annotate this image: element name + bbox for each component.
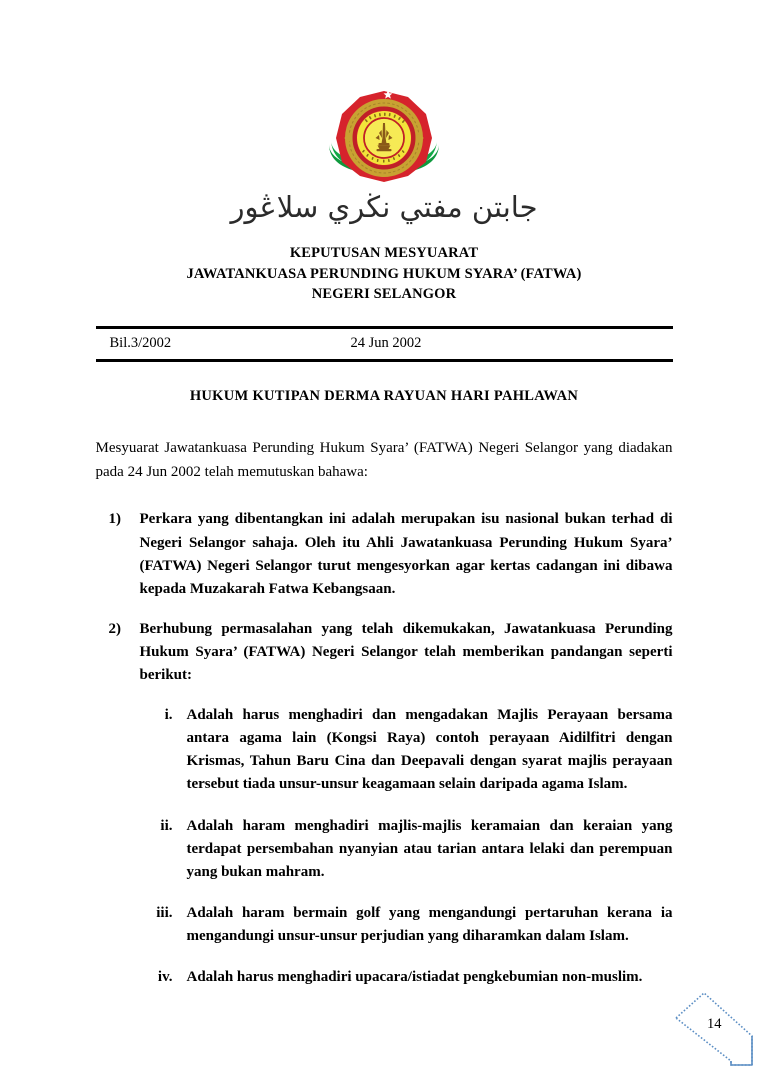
list-item: [140, 815, 673, 884]
list-item: [140, 902, 673, 948]
intro-paragraph: Mesyuarat Jawatankuasa Perunding Hukum Syara’ (FATWA) Negeri Selangor yang diadakan pada 24 Jun 2002 telah memutuskan bahawa:: [95, 439, 673, 481]
meta-block: [96, 326, 673, 362]
page-number: 14: [707, 1016, 722, 1032]
list-item-marker: 2): [108, 620, 121, 637]
pentagon-banner-icon: [673, 991, 757, 1077]
page-title: [0, 243, 768, 305]
page-title-line-3: NEGERI SELANGOR: [311, 286, 457, 303]
list-item-text: Perkara yang dibentangkan ini adalah merupakan isu nasional bukan terhad di Negeri Selangor sahaja. Oleh itu Ahli Jawatankuasa Perunding Hukum Syara’ (FATWA) Negeri Selangor turut mengesyorkan agar kertas cadangan ini dibawa kepada Muzakarah Fatwa Kebangsaan.: [139, 511, 673, 597]
list-item-marker: iii.: [156, 904, 173, 921]
meeting-date: 24 Jun 2002: [350, 334, 422, 351]
selangor-mufti-department-crest-icon: [309, 86, 459, 186]
page-number-banner: [673, 991, 757, 1077]
list-item-marker: i.: [164, 707, 173, 724]
emblem-block: [0, 0, 768, 227]
jawi-caption: جابتن مفتي نڬري سلاڠور: [230, 190, 538, 224]
bulletin-number: Bil.3/2002: [109, 334, 172, 351]
list-item: [140, 704, 673, 796]
list-item-marker: iv.: [157, 968, 173, 985]
list-item: [96, 618, 673, 989]
list-item: [96, 508, 673, 600]
page-title-line-2: JAWATANKUASA PERUNDING HUKUM SYARA’ (FATWA): [186, 265, 582, 282]
list-item-text: Adalah haram menghadiri majlis-majlis keramaian dan keraian yang terdapat persembahan nyanyian atau tarian antara lelaki dan perempuan yang bukan mahram.: [186, 817, 673, 880]
decision-list: [96, 508, 673, 989]
list-item: [140, 966, 673, 989]
subject-heading: HUKUM KUTIPAN DERMA RAYUAN HARI PAHLAWAN: [189, 387, 579, 404]
list-item-text: Adalah haram bermain golf yang mengandungi pertaruhan kerana ia mengandungi unsur-unsur perjudian yang diharamkan dalam Islam.: [186, 904, 673, 944]
page-title-line-1: KEPUTUSAN MESYUARAT: [289, 245, 479, 262]
list-item-text: Adalah harus menghadiri dan mengadakan Majlis Perayaan bersama antara agama lain (Kongsi Raya) contoh perayaan Aidilfitri dengan Krismas, Tahun Baru Cina dan Deepavali dengan syarat majlis perayaan tersebut tiada unsur-unsur keagamaan selain daripada agama Islam.: [186, 707, 673, 793]
list-item-marker: 1): [108, 511, 121, 528]
list-item-text: Adalah harus menghadiri upacara/istiadat pengkebumian non-muslim.: [186, 968, 643, 985]
list-item-marker: ii.: [160, 817, 173, 834]
list-item-text: Berhubung permasalahan yang telah dikemukakan, Jawatankuasa Perunding Hukum Syara’ (FATWA) Negeri Selangor telah memberikan pandangan seperti berikut:: [139, 620, 673, 684]
document-body: [96, 436, 673, 989]
decision-sublist: [140, 704, 673, 989]
